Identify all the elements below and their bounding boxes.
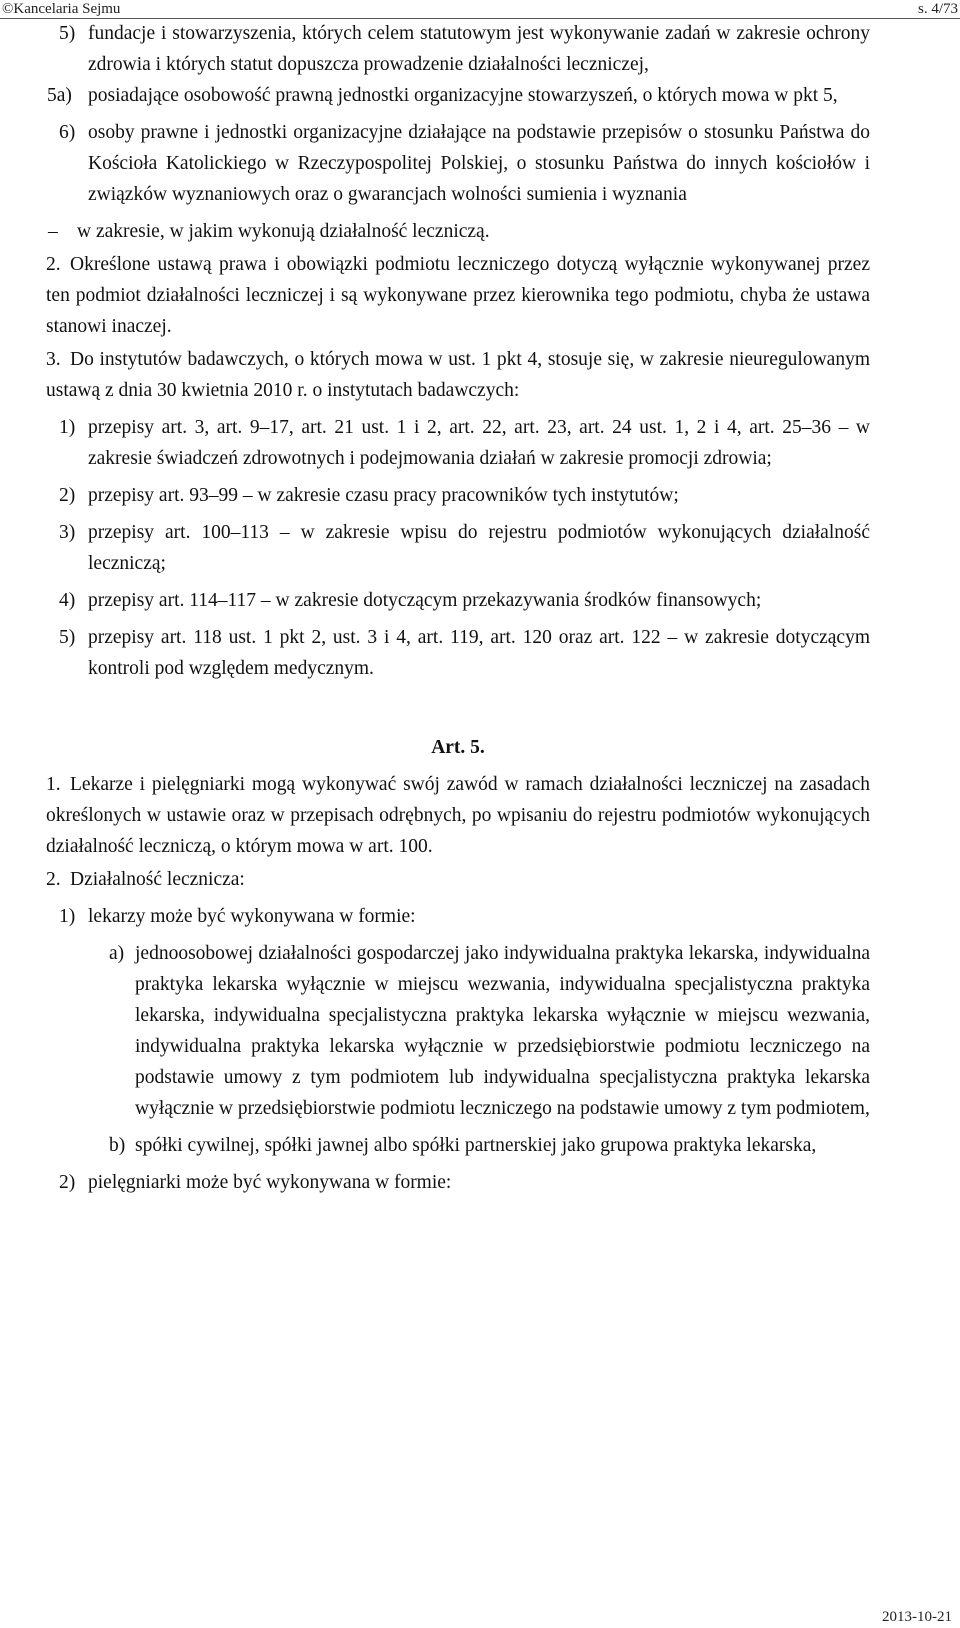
item-label: 5a) xyxy=(47,85,72,106)
paragraph xyxy=(46,249,870,342)
item-text: przepisy art. 3, art. 9–17, art. 21 ust. 1 i 2, art. 22, art. 23, art. 24 ust. 1, 2 i 4, art. 25–36 – w zakresie świadczeń zdrowotnych i podejmowania działań w zakresie promocji zdrowia; xyxy=(88,417,870,469)
item-text: przepisy art. 114–117 – w zakresie dotyczącym przekazywania środków finansowych; xyxy=(88,590,762,611)
paragraph xyxy=(46,864,870,895)
item-label: 6) xyxy=(59,122,76,143)
header-page-number: s. 4/73 xyxy=(917,1,958,17)
item-text: lekarzy może być wykonywana w formie: xyxy=(88,906,416,927)
paragraph-text: Określone ustawą prawa i obowiązki podmiotu leczniczego dotyczą wyłącznie wykonywanej przez ten podmiot działalności leczniczej i są wykonywane przez kierownika tego podmiotu, chyba że ustawa stanowi inaczej. xyxy=(46,254,870,337)
item-text: w zakresie, w jakim wykonują działalność leczniczą. xyxy=(77,221,490,242)
paragraph-text: Lekarze i pielęgniarki mogą wykonywać swój zawód w ramach działalności leczniczej na zasadach określonych w ustawie oraz w przepisach odrębnych, po wpisaniu do rejestru podmiotów wykonujących działalność leczniczą, o którym mowa w art. 100. xyxy=(46,774,870,857)
list-item xyxy=(59,622,870,684)
list-item xyxy=(109,1130,870,1161)
paragraph-text: Do instytutów badawczych, o których mowa w ust. 1 pkt 4, stosuje się, w zakresie nieuregulowanym ustawą z dnia 30 kwietnia 2010 r. o instytutach badawczych: xyxy=(46,349,870,401)
list-item xyxy=(59,117,870,210)
footer-date: 2013-10-21 xyxy=(882,1609,952,1625)
item-label: 3) xyxy=(59,522,76,543)
item-text: pielęgniarki może być wykonywana w formie: xyxy=(88,1172,452,1193)
item-text: fundacje i stowarzyszenia, których celem statutowym jest wykonywanie zadań w zakresie ochrony zdrowia i których statut dopuszcza prowadzenie działalności leczniczej, xyxy=(88,23,870,75)
item-text: jednoosobowej działalności gospodarczej jako indywidualna praktyka lekarska, indywidualna praktyka lekarska wyłącznie w miejscu wezwania, indywidualna specjalistyczna praktyka lekarska, indywidualna specjalistyczna praktyka lekarska wyłącznie w miejscu wezwania, indywidualna praktyka lekarska wyłącznie w przedsiębiorstwie podmiotu leczniczego na podstawie umowy z tym podmiotem lub indywidualna specjalistyczna praktyka lekarska wyłącznie w przedsiębiorstwie podmiotu leczniczego na podstawie umowy z tym podmiotem, xyxy=(135,943,870,1119)
paragraph-label: 2. xyxy=(46,869,61,890)
paragraph-label: 2. xyxy=(46,254,61,275)
item-label: b) xyxy=(109,1135,126,1156)
item-label: a) xyxy=(109,943,125,964)
item-label: 5) xyxy=(59,23,76,44)
list-item xyxy=(59,18,870,80)
item-text: posiadające osobowość prawną jednostki organizacyjne stowarzyszeń, o których mowa w pkt 5, xyxy=(88,85,838,106)
item-text: osoby prawne i jednostki organizacyjne działające na podstawie przepisów o stosunku Państwa do Kościoła Katolickiego w Rzeczypospolitej Polskiej, o stosunku Państwa do innych kościołów i związków wyznaniowych oraz o gwarancjach wolności sumienia i wyznania xyxy=(88,122,870,205)
list-item xyxy=(48,216,870,247)
list-item xyxy=(47,80,870,111)
item-text: przepisy art. 118 ust. 1 pkt 2, ust. 3 i 4, art. 119, art. 120 oraz art. 122 – w zakresie dotyczącym kontroli pod względem medycznym. xyxy=(88,627,870,679)
item-label: 5) xyxy=(59,627,76,648)
item-text: przepisy art. 100–113 – w zakresie wpisu do rejestru podmiotów wykonujących działalność leczniczą; xyxy=(88,522,870,574)
list-item xyxy=(59,480,870,511)
paragraph-label: 3. xyxy=(46,349,61,370)
item-label: 2) xyxy=(59,1172,76,1193)
article-heading: Art. 5. xyxy=(431,737,485,758)
list-item xyxy=(59,1167,870,1198)
header-source: ©Kancelaria Sejmu xyxy=(2,1,121,17)
list-item xyxy=(59,585,870,616)
item-label: 1) xyxy=(59,417,76,438)
paragraph-text: Działalność lecznicza: xyxy=(70,869,245,890)
item-label: – xyxy=(48,221,58,242)
item-label: 4) xyxy=(59,590,76,611)
list-item xyxy=(109,938,870,1124)
paragraph-label: 1. xyxy=(46,774,61,795)
list-item xyxy=(59,901,870,932)
item-text: spółki cywilnej, spółki jawnej albo spółki partnerskiej jako grupowa praktyka lekarska, xyxy=(135,1135,817,1156)
paragraph xyxy=(46,344,870,406)
paragraph xyxy=(46,769,870,862)
item-label: 1) xyxy=(59,906,76,927)
list-item xyxy=(59,412,870,474)
item-text: przepisy art. 93–99 – w zakresie czasu pracy pracowników tych instytutów; xyxy=(88,485,679,506)
item-label: 2) xyxy=(59,485,76,506)
document-body xyxy=(0,18,960,1198)
list-item xyxy=(59,517,870,579)
